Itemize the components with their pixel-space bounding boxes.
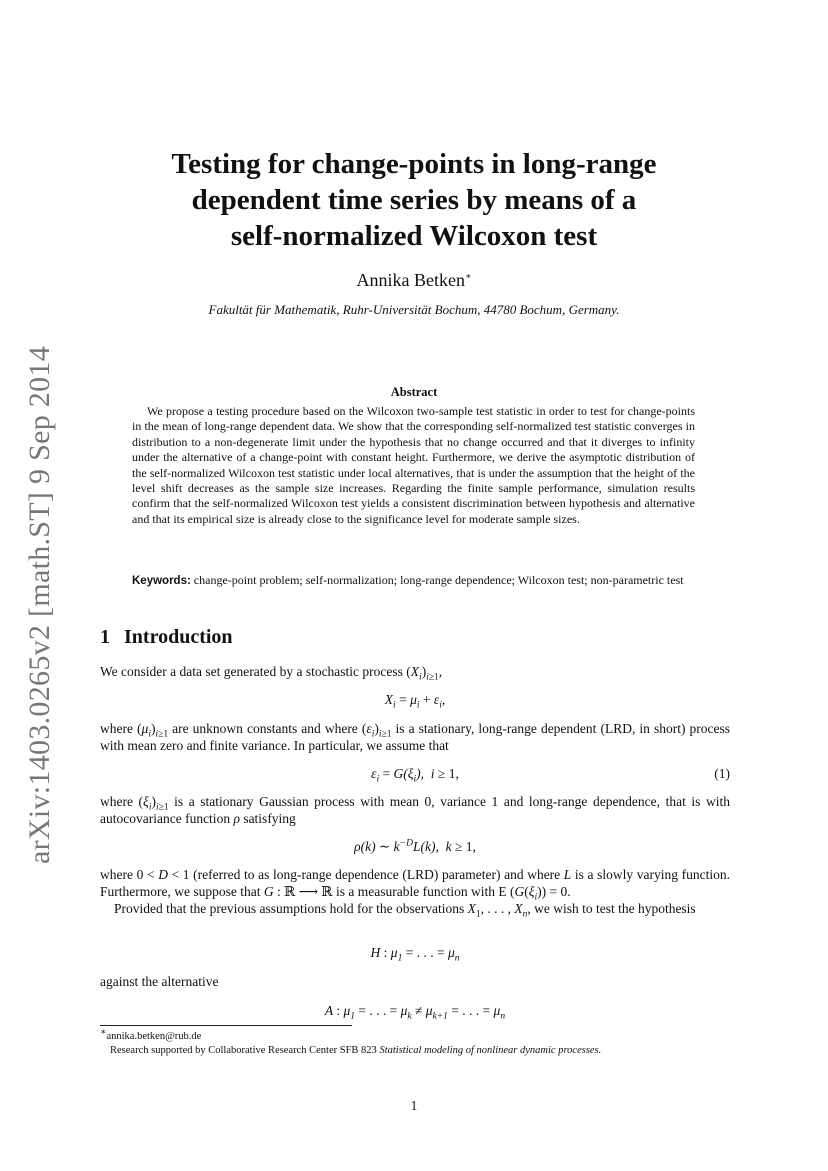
footnote-funding: Research supported by Collaborative Research Center SFB 823 Statistical modeling of nonlinear dynamic processes. — [110, 1045, 602, 1056]
paragraph-4: where 0 < D < 1 (referred to as long-range dependence (LRD) parameter) and where L is a slowly varying function. Furthermore, we suppose that G : ℝ ⟶ ℝ is a measurable function with E $(G(\xi_i)) = 0$. — [100, 867, 731, 903]
keywords-text: change-point problem; self-normalization; long-range dependence; Wilcoxon test; non-parametric test — [193, 573, 684, 587]
abstract-heading: Abstract — [390, 385, 438, 399]
paragraph-6: against the alternative — [100, 974, 219, 989]
footnote-email: ∗annika.betken@rub.de — [100, 1027, 202, 1042]
title-line-1: Testing for change-points in long-range — [171, 148, 657, 180]
paragraph-3: where $(\xi_i)_{i\ge 1}$ is a stationary Gaussian process with mean 0, variance 1 and long-range dependence, that is with autocovariance function ρ satisfying — [100, 794, 730, 826]
paragraph-5: Provided that the previous assumptions hold for the observations $X_1$, . . . , $X_n$, we wish to test the hypothesis — [114, 901, 696, 920]
section-heading — [100, 626, 233, 649]
section-title: Introduction — [124, 626, 233, 648]
footnote-rule — [100, 1025, 352, 1026]
equation-hypothesis: H : $\mu_1$ = . . . = $\mu_n$ — [370, 945, 460, 964]
page-number: 1 — [410, 1098, 418, 1113]
paragraph-2: where $(\mu_i)_{i\ge 1}$ are unknown constants and where $(\varepsilon_i)_{i\ge 1}$ is a stationary, long-range dependent (LRD, in short) process with mean zero and finite variance. In particular, we assume that — [100, 721, 730, 753]
arxiv-stamp — [18, 345, 62, 865]
abstract-text: We propose a testing procedure based on the Wilcoxon two-sample test statistic in order to test for change-points in the mean of long-range dependent data. We show that the corresponding self-normalized test statistic converges in distribution to a non-degenerate limit under the hypothesis that no change occurred and that it diverges to infinity under the alternative of a change-point with constant height. Furthermore, we derive the asymptotic distribution of the self-normalized Wilcoxon test statistic under local alternatives, that is under the assumption that the height of the level shift decreases as the sample size increases. Regarding the finite sample performance, simulation results confirm that the self-normalized Wilcoxon test yields a consistent discrimination between hypothesis and alternative and that its empirical size is already close to the significance level for moderate sample sizes. — [132, 404, 695, 526]
author — [100, 270, 728, 291]
equation-1: $\varepsilon_i = G(\xi_i)$, i ≥ 1, (1) — [371, 766, 730, 785]
equation-number: (1) — [714, 766, 730, 781]
paragraph-1: We consider a data set generated by a stochastic process $(X_i)_{i\ge 1}$, — [100, 664, 443, 683]
author-footnote-mark: ∗ — [465, 272, 472, 282]
equation-model: $X_i = \mu_i + \varepsilon_i$, — [384, 692, 446, 711]
equation-autocovariance: ρ(k) ∼ $k^{-D}L(k)$, k ≥ 1, — [354, 838, 476, 854]
keywords — [132, 573, 695, 589]
keywords-label: Keywords: — [132, 575, 191, 587]
arxiv-identifier: arXiv:1403.0265v2 [math.ST] 9 Sep 2014 — [23, 345, 56, 865]
author-name: Annika Betken — [356, 270, 465, 290]
affiliation: Fakultät für Mathematik, Ruhr-Universität Bochum, 44780 Bochum, Germany. — [208, 302, 620, 317]
title-line-3: self-normalized Wilcoxon test — [230, 220, 598, 252]
equation-alternative: A : $\mu_1$ = . . . = $\mu_k \ne \mu_{k+1}$ = . . . = $\mu_n$ — [324, 1003, 506, 1022]
title-line-2: dependent time series by means of a — [191, 184, 637, 216]
section-number: 1 — [100, 626, 110, 648]
paper-title — [100, 146, 728, 254]
